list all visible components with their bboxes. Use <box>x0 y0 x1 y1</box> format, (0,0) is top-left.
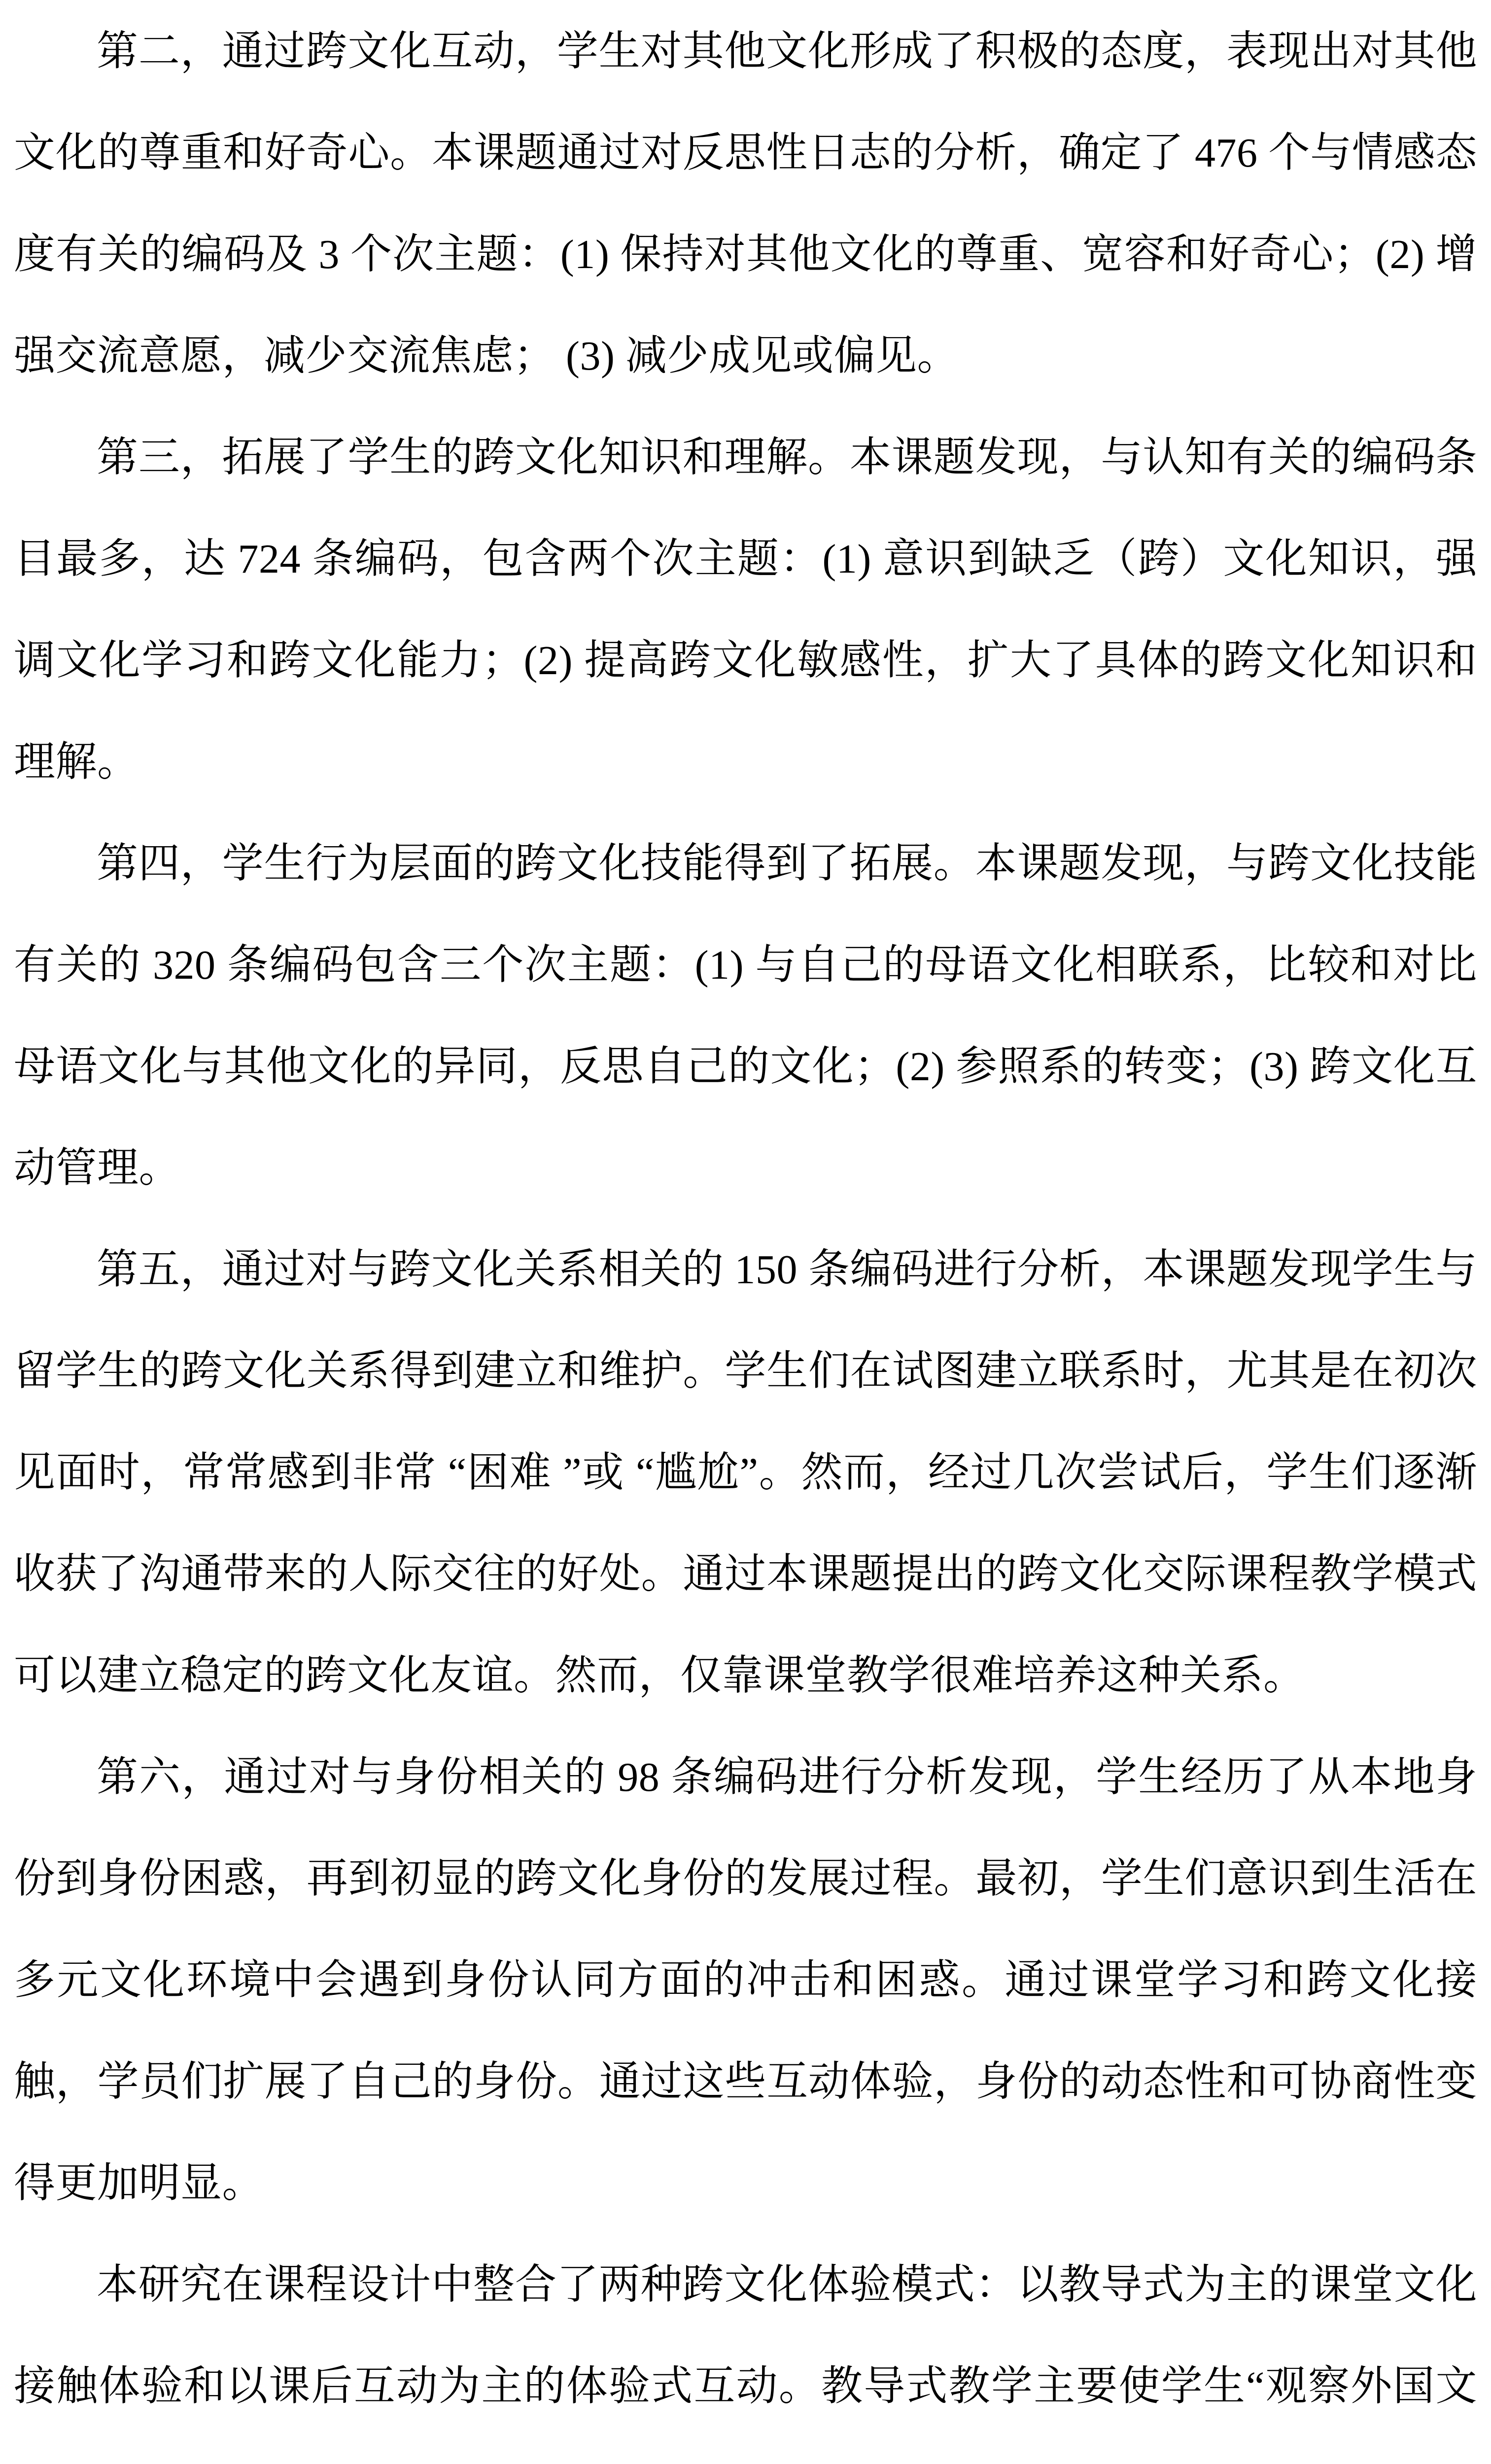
paragraph-finding-3: 第三，拓展了学生的跨文化知识和理解。本课题发现，与认知有关的编码条目最多，达 724 条编码，包含两个次主题：(1) 意识到缺乏（跨）文化知识，强调文化学习和跨文化能力；(2) 提高跨文化敏感性，扩大了具体的跨文化知识和理解。 <box>14 435 1477 785</box>
paragraph-finding-4: 第四，学生行为层面的跨文化技能得到了拓展。本课题发现，与跨文化技能有关的 320 条编码包含三个次主题：(1) 与自己的母语文化相联系，比较和对比母语文化与其他文化的异同，反思自己的文化；(2) 参照系的转变；(3) 跨文化互动管理。 <box>14 841 1477 1191</box>
paragraph-finding-2: 第二，通过跨文化互动，学生对其他文化形成了积极的态度，表现出对其他文化的尊重和好奇心。本课题通过对反思性日志的分析，确定了 476 个与情感态度有关的编码及 3 个次主题：(1) 保持对其他文化的尊重、宽容和好奇心；(2) 增强交流意愿，减少交流焦虑； (3) 减少成见或偏见。 <box>14 29 1477 379</box>
paragraph-finding-6: 第六，通过对与身份相关的 98 条编码进行分析发现，学生经历了从本地身份到身份困惑，再到初显的跨文化身份的发展过程。最初，学生们意识到生活在多元文化环境中会遇到身份认同方面的冲击和困惑。通过课堂学习和跨文化接触，学员们扩展了自己的身份。通过这些互动体验，身份的动态性和可协商性变得更加明显。 <box>14 1754 1477 2206</box>
document-body <box>14 1 1477 2464</box>
paragraph-course-design: 本研究在课程设计中整合了两种跨文化体验模式：以教导式为主的课堂文化接触体验和以课后互动为主的体验式互动。教导式教学主要使学生“观察外国文 <box>14 2262 1477 2409</box>
paragraph-finding-5: 第五，通过对与跨文化关系相关的 150 条编码进行分析，本课题发现学生与留学生的跨文化关系得到建立和维护。学生们在试图建立联系时，尤其是在初次见面时，常常感到非常 “困难 ”或 “尴尬”。然而，经过几次尝试后，学生们逐渐收获了沟通带来的人际交往的好处。通过本课题提出的跨文化交际课程教学模式可以建立稳定的跨文化友谊。然而，仅靠课堂教学很难培养这种关系。 <box>14 1247 1477 1699</box>
